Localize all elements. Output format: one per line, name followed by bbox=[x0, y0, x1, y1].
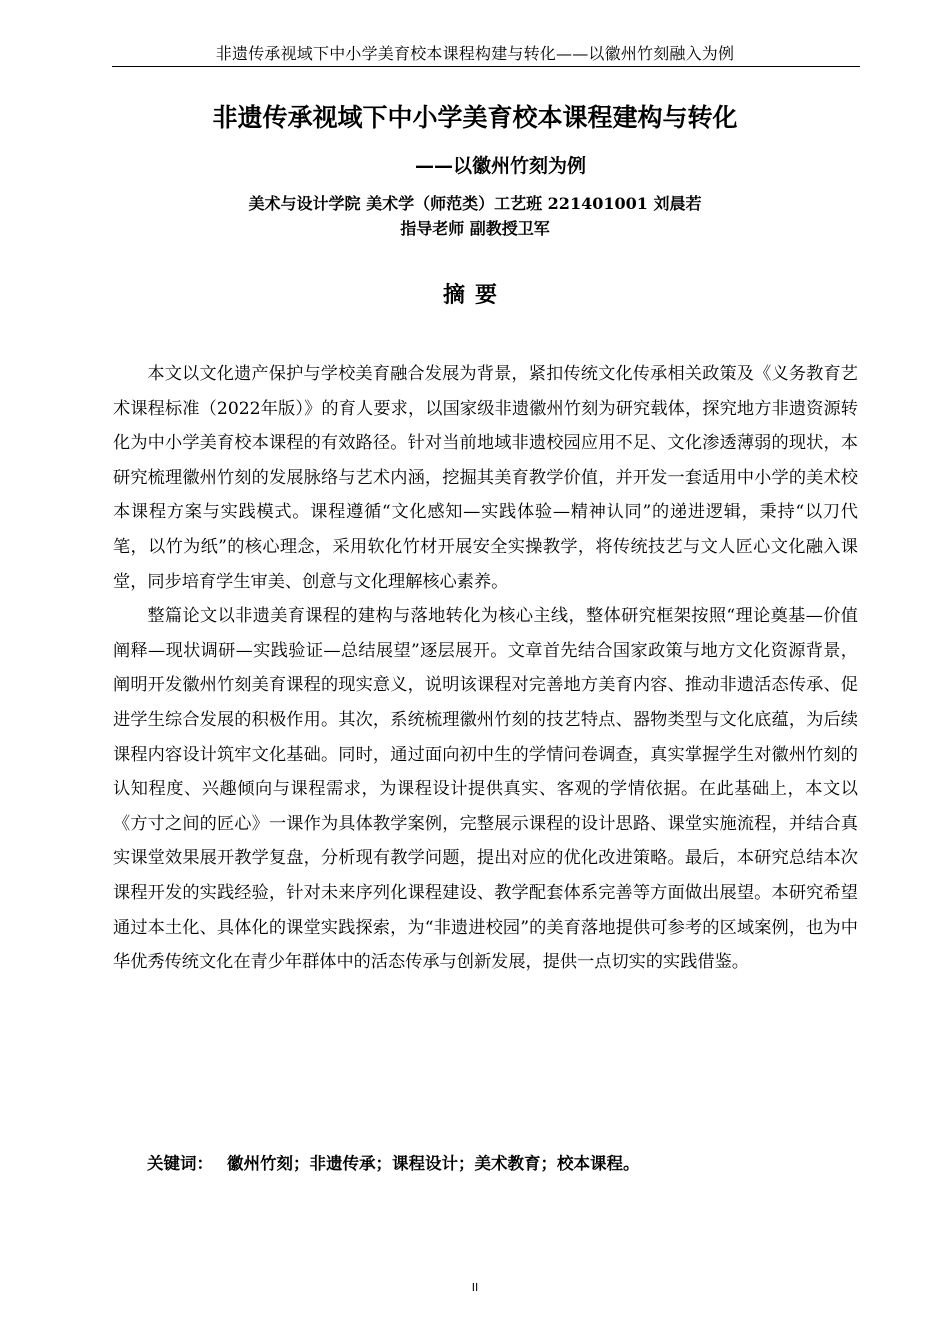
author-info: 美术与设计学院 美术学（师范类）工艺班 221401001 刘晨若 bbox=[248, 194, 702, 213]
advisor-info: 指导老师 副教授卫军 bbox=[400, 219, 550, 238]
keywords-line bbox=[147, 1152, 640, 1176]
page-number: II bbox=[471, 1281, 479, 1294]
header-rule bbox=[112, 66, 860, 67]
abstract-paragraph: 本文以文化遗产保护与学校美育融合发展为背景，紧扣传统文化传承相关政策及《义务教育艺术课程标准（2022年版）》的育人要求，以国家级非遗徽州竹刻为研究载体，探究地方非遗资源转化为中小学美育校本课程的有效路径。针对当前地域非遗校园应用不足、文化渗透薄弱的现状，本研究梳理徽州竹刻的发展脉络与艺术内涵，挖掘其美育教学价值，并开发一套适用中小学的美术校本课程方案与实践模式。课程遵循“文化感知—实践体验—精神认同”的递进逻辑，秉持“以刀代笔，以竹为纸”的核心理念，采用软化竹材开展安全实操教学，将传统技艺与文人匠心文化融入课堂，同步培育学生审美、创意与文化理解核心素养。 bbox=[113, 364, 858, 592]
abstract-body bbox=[113, 357, 858, 980]
paper-subtitle: ——以徽州竹刻为例 bbox=[415, 155, 587, 177]
keywords-label: 关键词： bbox=[147, 1154, 213, 1173]
running-header: 非遗传承视域下中小学美育校本课程构建与转化——以徽州竹刻融入为例 bbox=[215, 44, 735, 63]
abstract-paragraph: 整篇论文以非遗美育课程的建构与落地转化为核心主线，整体研究框架按照“理论奠基—价值阐释—现状调研—实践验证—总结展望”逐层展开。文章首先结合国家政策与地方文化资源背景，阐明开发徽州竹刻美育课程的现实意义，说明该课程对完善地方美育内容、推动非遗活态传承、促进学生综合发展的积极作用。其次，系统梳理徽州竹刻的技艺特点、器物类型与文化底蕴，为后续课程内容设计筑牢文化基础。同时，通过面向初中生的学情问卷调查，真实掌握学生对徽州竹刻的认知程度、兴趣倾向与课程需求，为课程设计提供真实、客观的学情依据。在此基础上，本文以《方寸之间的匠心》一课作为具体教学案例，完整展示课程的设计思路、课堂实施流程，并结合真实课堂效果展开教学复盘，分析现有教学问题，提出对应的优化改进策略。最后，本研究总结本次课程开发的实践经验，针对未来序列化课程建设、教学配套体系完善等方面做出展望。本研究希望通过本土化、具体化的课堂实践探索，为“非遗进校园”的美育落地提供可参考的区域案例，也为中华优秀传统文化在青少年群体中的活态传承与创新发展，提供一点切实的实践借鉴。 bbox=[113, 606, 858, 973]
paper-title: 非遗传承视域下中小学美育校本课程建构与转化 bbox=[212, 103, 738, 132]
abstract-heading: 摘要 bbox=[442, 283, 507, 308]
keywords-text: 徽州竹刻；非遗传承；课程设计；美术教育；校本课程。 bbox=[227, 1154, 640, 1173]
